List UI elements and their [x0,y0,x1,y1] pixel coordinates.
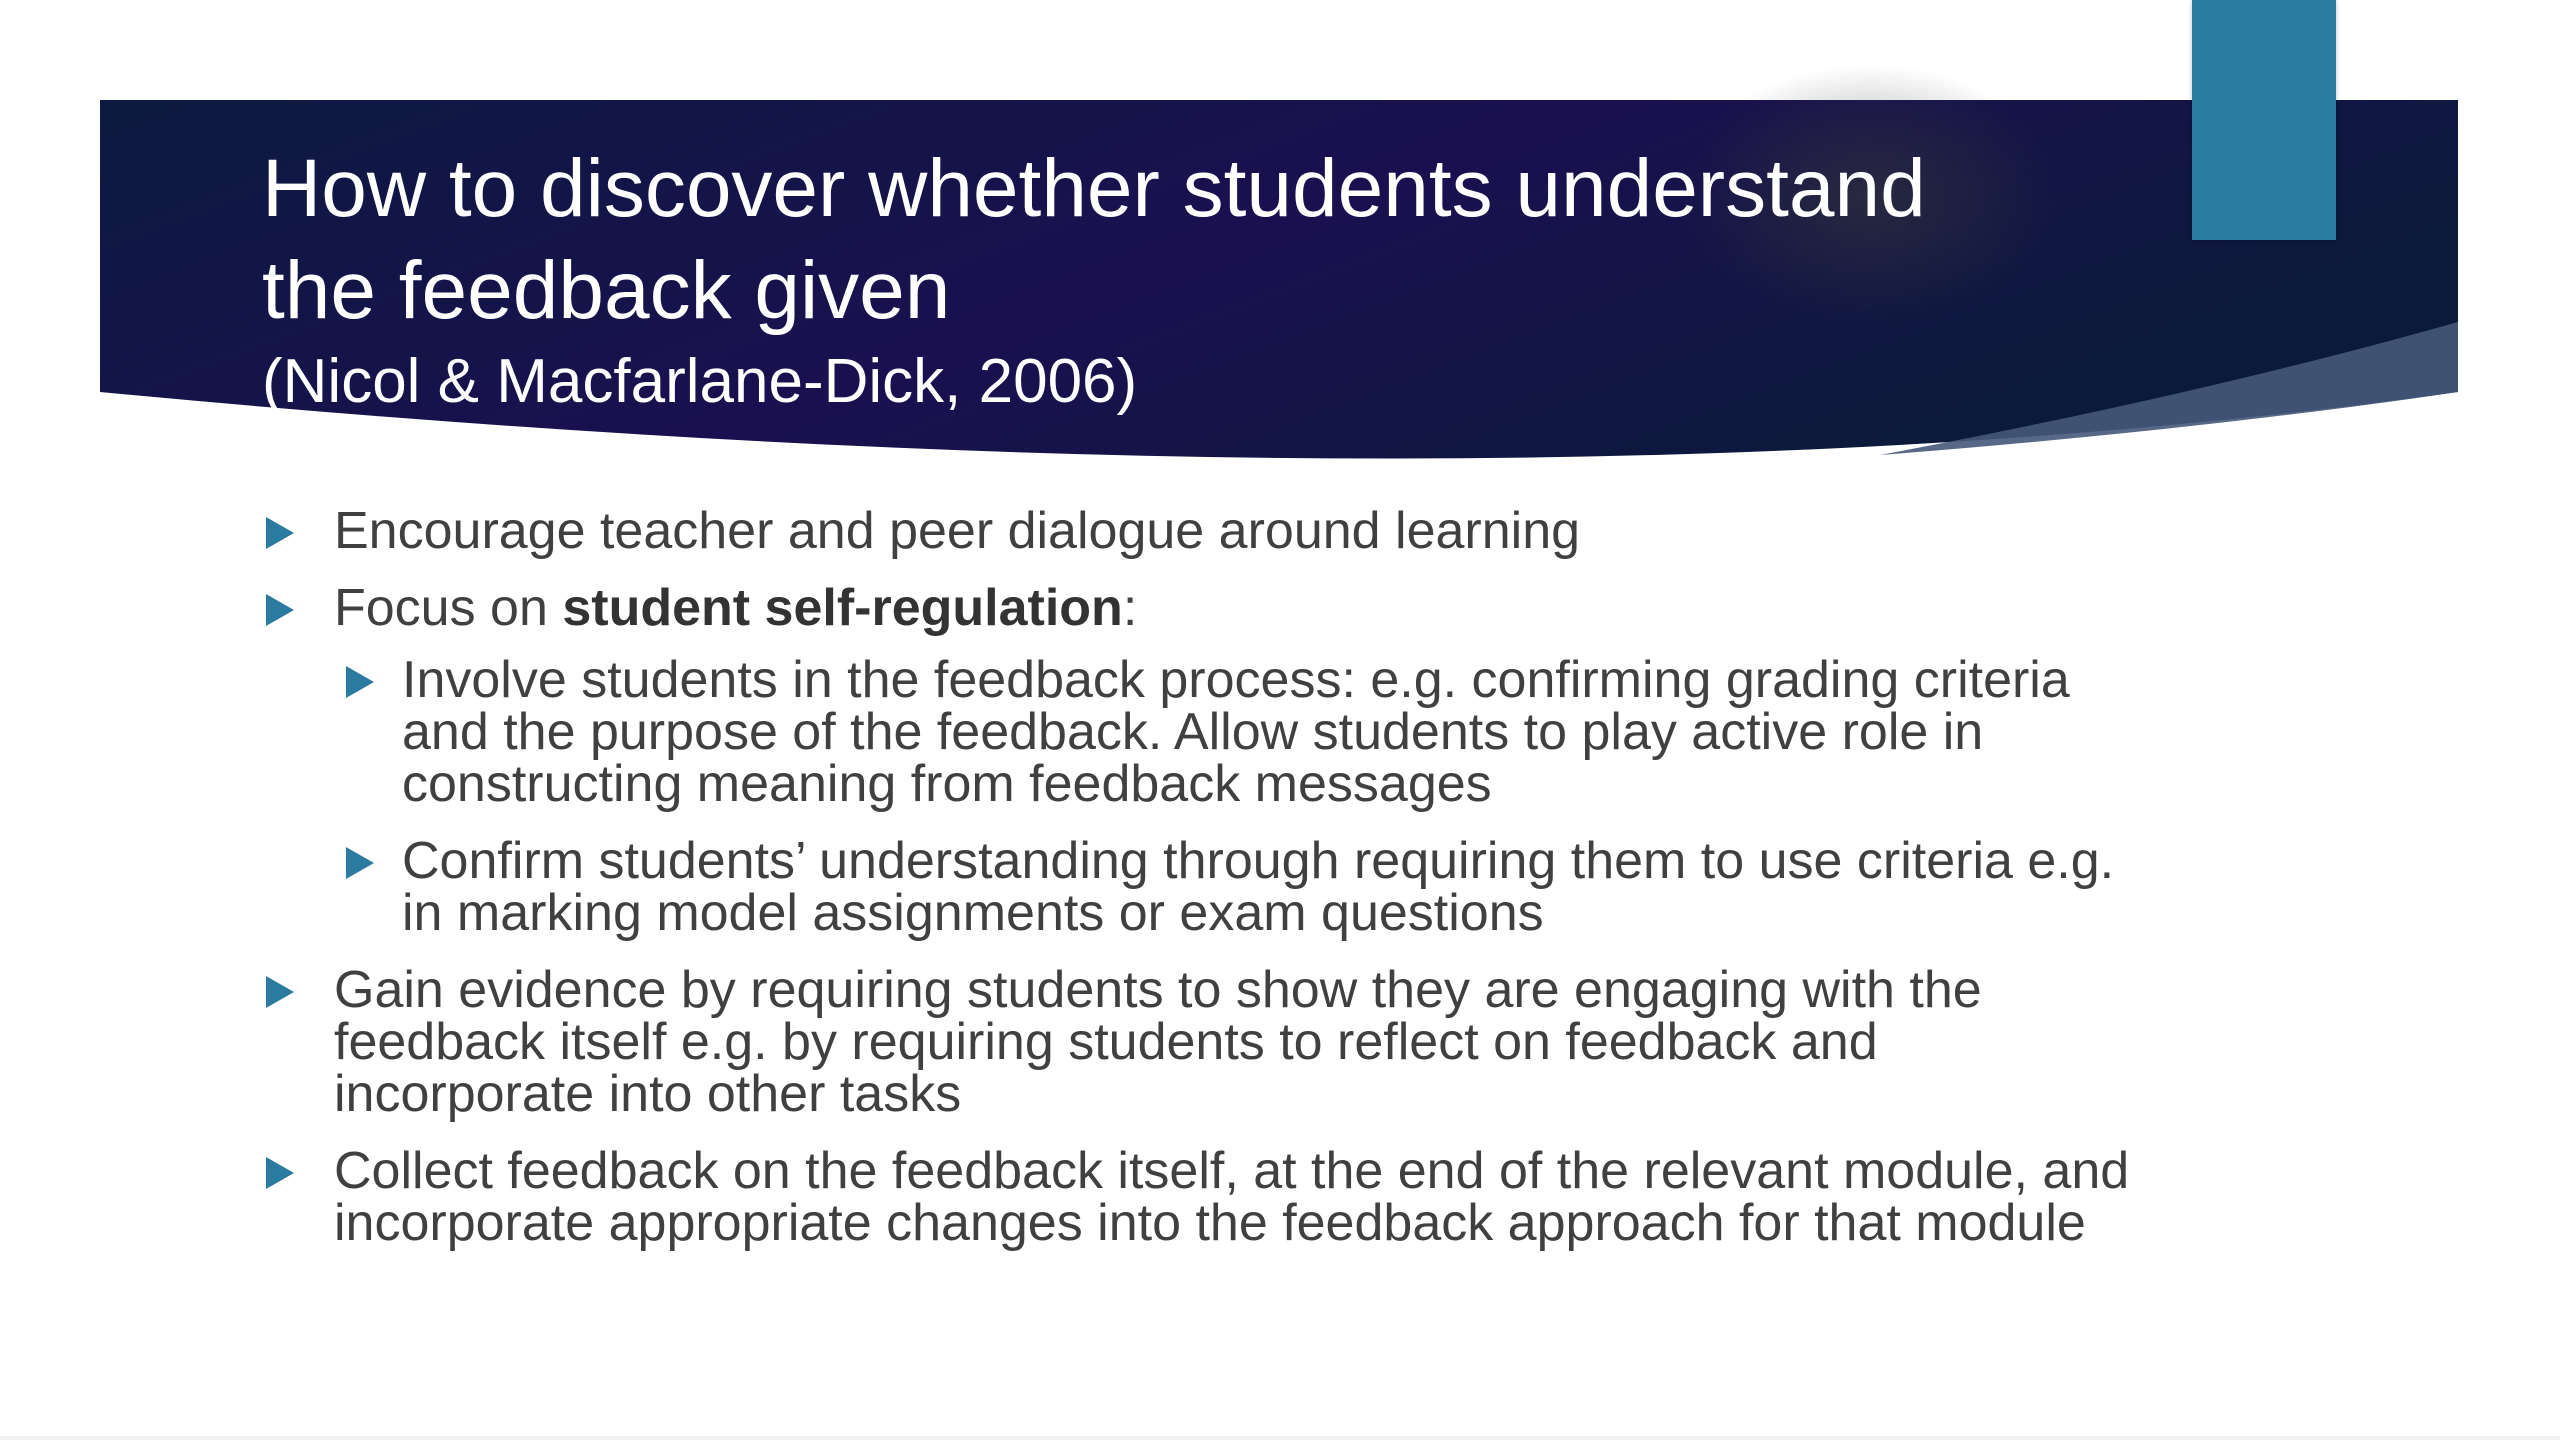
bullet-text-bold: student self-regulation [562,579,1123,637]
bullet-text-suffix: : [1122,579,1138,637]
sub-bullet-involve [346,651,2142,813]
bullet-self-regulation [262,577,2142,639]
bullet-text: Collect feedback on the feedback itself, at the end of the relevant module, and incorporate appropriate changes into the feedback approach for that module [334,1142,2130,1252]
accent-tab [2192,0,2336,240]
slide-subtitle: (Nicol & Macfarlane-Dick, 2006) [262,347,1138,416]
title-line-1: How to discover whether students understand [262,143,1926,234]
bullet-gain-evidence [262,961,2142,1123]
bullet-text-prefix: Focus on [334,579,563,637]
bullet-text: Involve students in the feedback process: e.g. confirming grading criteria and the purpose of the feedback. Allow students to play active role in constructing meaning from feedback messages [402,651,2070,813]
sub-bullet-confirm [346,832,2142,942]
bullet-arrow-icon [266,976,294,1008]
bullet-arrow-icon [266,517,294,549]
bullet-list [262,500,2142,1274]
bullet-collect-feedback [262,1142,2142,1252]
bullet-arrow-icon [266,1157,294,1189]
bullet-text: Gain evidence by requiring students to show they are engaging with the feedback itself e.g. by requiring students to reflect on feedback and incorporate into other tasks [334,961,1982,1123]
title-line-2: the feedback given [262,245,951,336]
bullet-arrow-icon [346,847,374,879]
slide-title [262,138,2162,342]
title-block [262,138,2162,422]
bullet-arrow-icon [346,666,374,698]
bottom-strip [0,1436,2560,1440]
bullet-arrow-icon [266,594,294,626]
bullet-dialogue [262,500,2142,562]
bullet-text: Confirm students’ understanding through requiring them to use criteria e.g. in marking model assignments or exam questions [402,832,2115,942]
bullet-text: Encourage teacher and peer dialogue around learning [334,502,1581,560]
